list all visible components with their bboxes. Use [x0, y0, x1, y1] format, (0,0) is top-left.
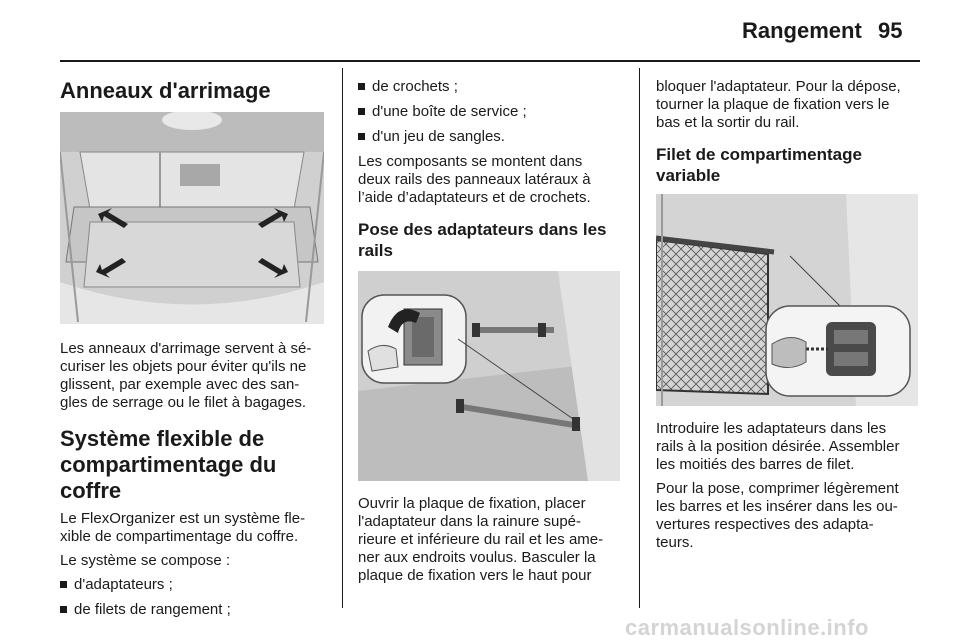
page-header-title: Rangement — [742, 18, 862, 43]
components-list-2 — [358, 78, 628, 146]
flexorganizer-paragraph: Le FlexOrganizer est un système fle- xible de compartimentage du coffre. — [60, 510, 306, 545]
list-item: de crochets ; — [358, 78, 628, 96]
section-heading-net: Filet de compartimentage variable — [656, 145, 862, 185]
figure-adapter-rail — [358, 271, 620, 481]
section-heading-flexible-system: Système flexible de compartimentage du coffre — [60, 426, 277, 503]
adapter-instructions-paragraph: Ouvrir la plaque de fixation, placer l'adaptateur dans la rainure supé- rieure et inférieure du rail et les ame- ner aux endroits voulus. Basculer la plaque de fixation vers le haut pour — [358, 495, 604, 584]
mounting-paragraph: Les composants se montent dans deux rails des panneaux latéraux à l’aide d’adaptateurs et de crochets. — [358, 153, 591, 206]
figure-tie-down-rings — [60, 112, 324, 324]
list-item: d'un jeu de sangles. — [358, 128, 628, 146]
column-divider-2 — [639, 68, 640, 608]
list-item: de filets de rangement ; — [60, 601, 328, 619]
section-heading-anneaux: Anneaux d'arrimage — [60, 78, 271, 103]
tie-down-paragraph: Les anneaux d'arrimage servent à sé- curiser les objets pour éviter qu'ils ne glissent, par exemple avec des san- gles de serrage ou le filet à bagages. — [60, 340, 312, 411]
list-item: d'une boîte de service ; — [358, 103, 628, 121]
adapter-removal-paragraph: bloquer l'adaptateur. Pour la dépose, tourner la plaque de fixation vers le bas et la sortir du rail. — [656, 78, 901, 131]
column-2 — [358, 78, 628, 591]
components-list-1 — [60, 576, 328, 619]
header-rule — [60, 60, 920, 62]
figure-variable-net — [656, 194, 918, 406]
column-1 — [60, 78, 328, 626]
net-install-paragraph: Pour la pose, comprimer légèrement les barres et les insérer dans les ou- vertures respectives des adapta- teurs. — [656, 480, 899, 551]
page-number: 95 — [878, 18, 903, 43]
net-adapters-paragraph: Introduire les adaptateurs dans les rails à la position désirée. Assembler les moitiés des barres de filet. — [656, 420, 900, 473]
section-heading-adapters: Pose des adaptateurs dans les rails — [358, 220, 607, 260]
system-composition-paragraph: Le système se compose : — [60, 552, 231, 569]
watermark: carmanualsonline.info — [625, 615, 869, 640]
list-item: d'adaptateurs ; — [60, 576, 328, 594]
column-divider-1 — [342, 68, 343, 608]
column-3 — [656, 78, 924, 558]
